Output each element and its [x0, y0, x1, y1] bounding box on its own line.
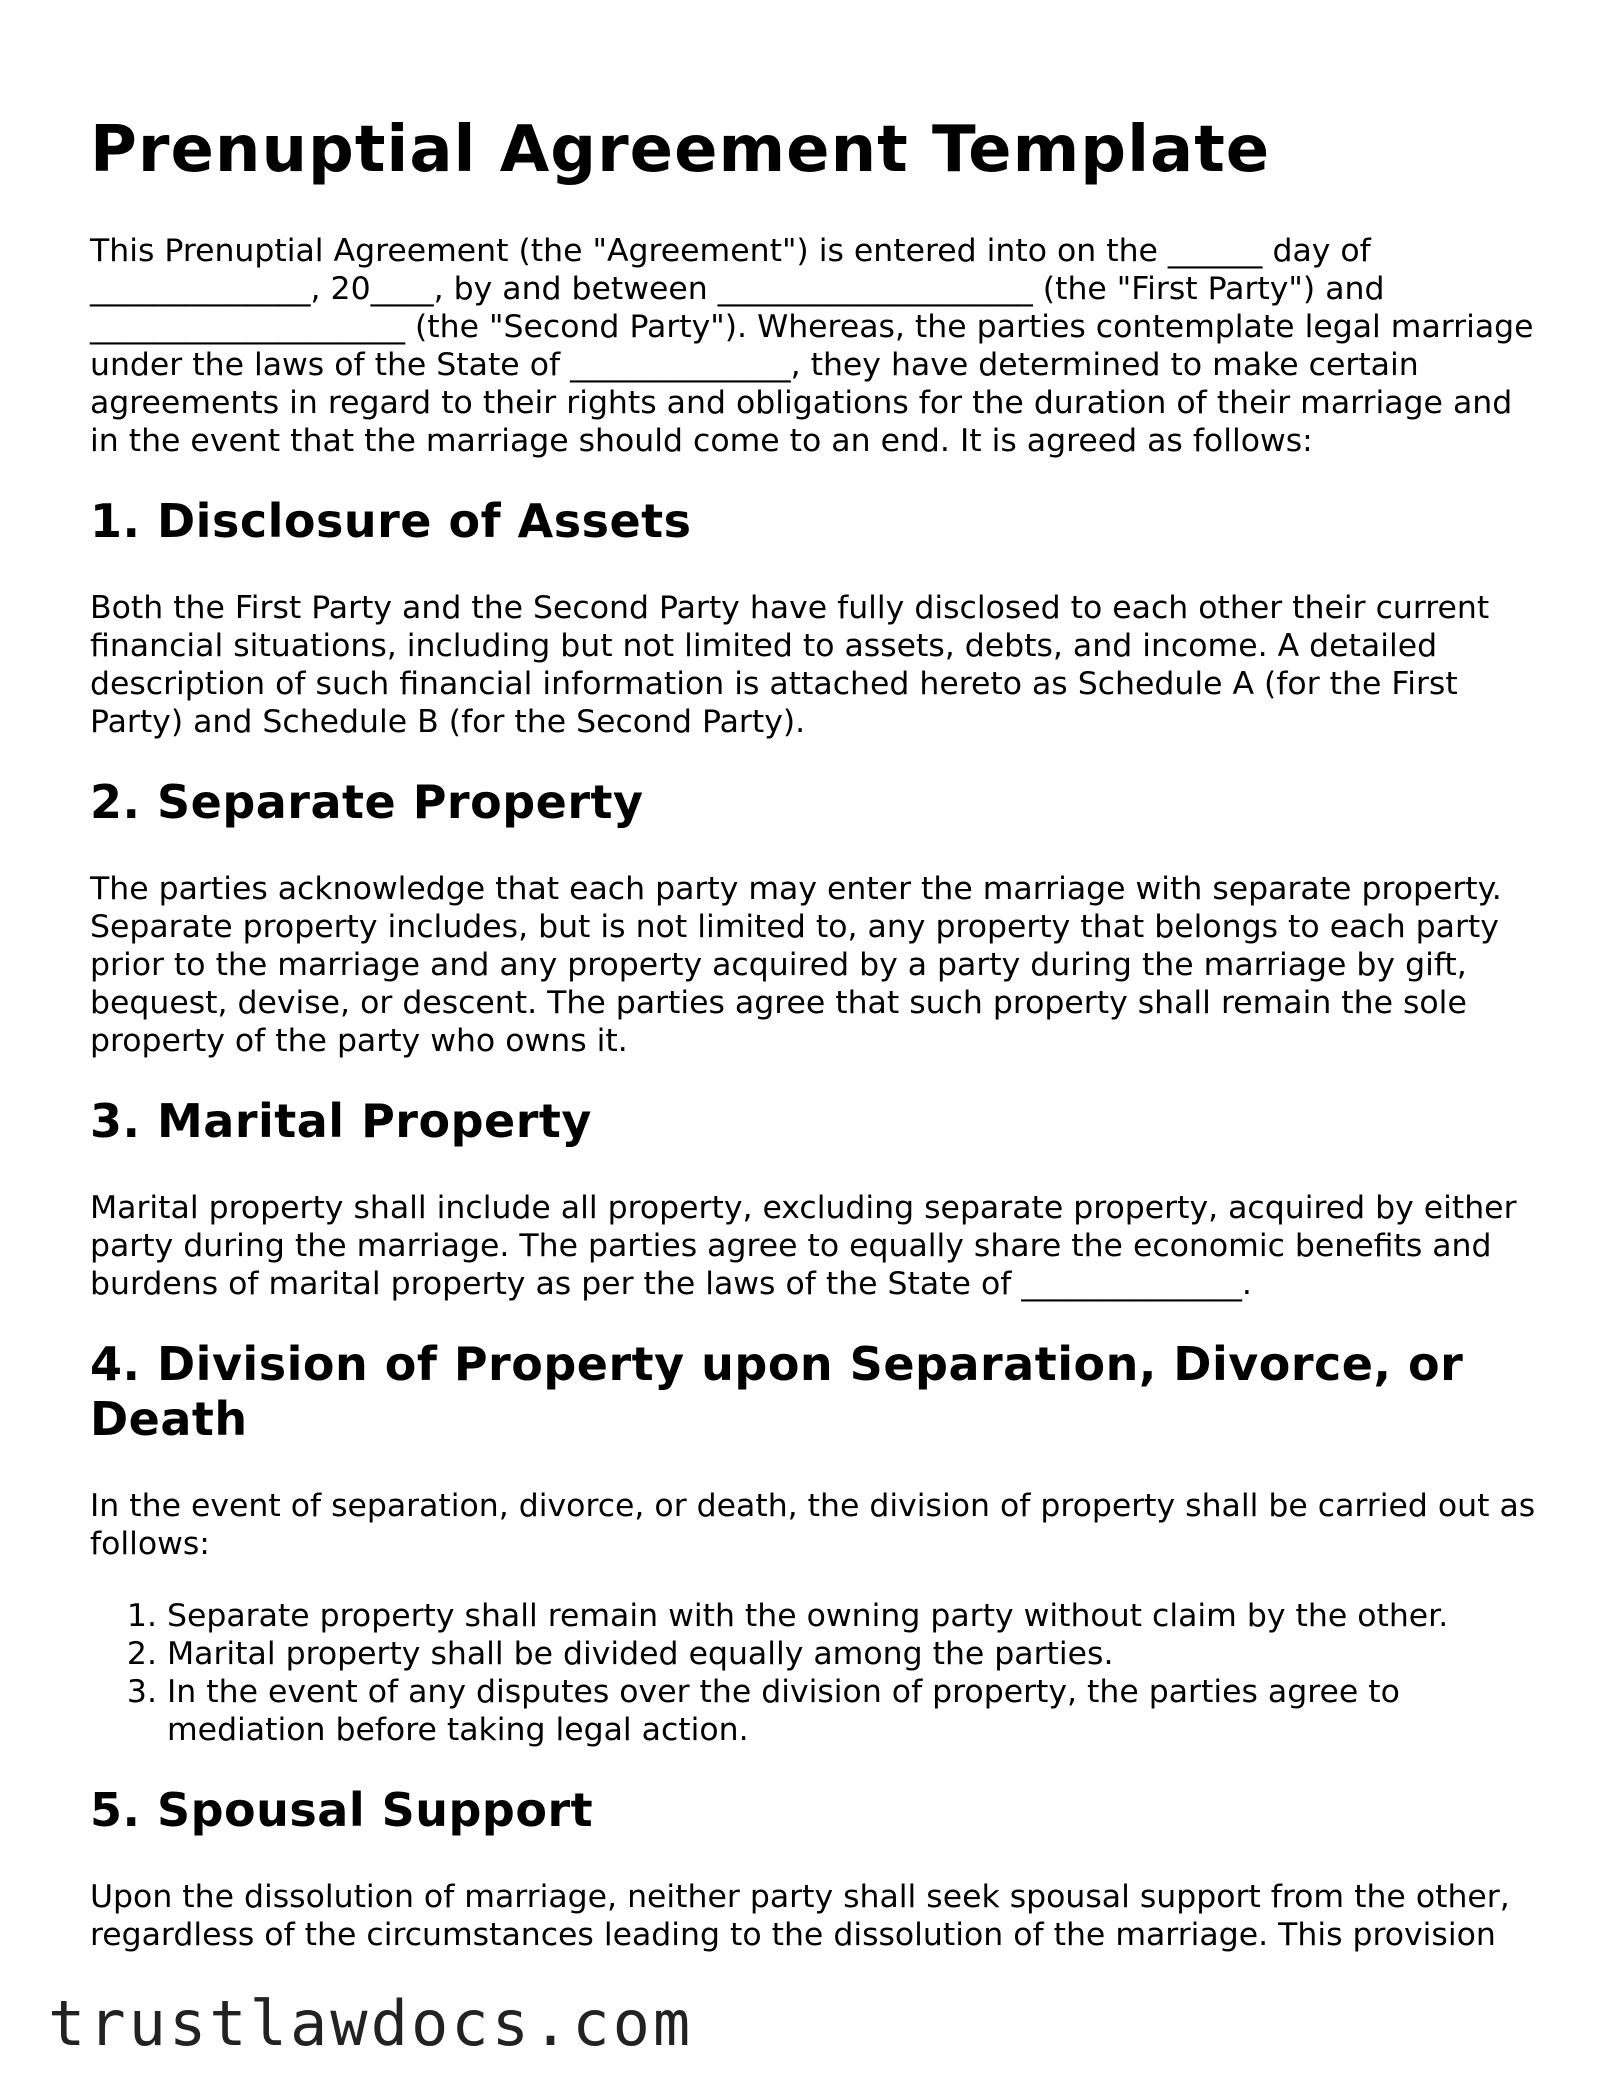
section-body-disclosure: Both the First Party and the Second Party have fully disclosed to each other their current financial situations, including but not limited to assets, debts, and income. A detailed description of such financial information is attached hereto as Schedule A (for the First Party) and Schedule B (for the Second Party). — [90, 590, 1490, 740]
section-heading-division: 4. Division of Property upon Separation, Divorce, or Death — [90, 1337, 1464, 1446]
section-heading-disclosure: 1. Disclosure of Assets — [90, 494, 692, 548]
list-item: 3. In the event of any disputes over the division of property, the parties agree to mediation before taking legal action. — [167, 1673, 1550, 1749]
section-heading-separate-property: 2. Separate Property — [90, 775, 644, 829]
intro-paragraph: This Prenuptial Agreement (the "Agreement") is entered into on the ______ day of ______________, 20____, by and between ____________________ (the "First Party") and ____________________ (the "Second Party"). Whereas, the parties contemplate legal marriage under the laws of the State of ______________, they have determined to make certain agreements in regard to their rights and obligations for the duration of their marriage and in the event that the marriage should come to an end. It is agreed as follows: — [90, 233, 1534, 459]
section-body-spousal-support: Upon the dissolution of marriage, neither party shall seek spousal support from the other, regardless of the circumstances leading to the dissolution of the marriage. This provision — [90, 1879, 1510, 1953]
division-list — [90, 1597, 1550, 1749]
section-body-marital-property: Marital property shall include all property, excluding separate property, acquired by either party during the marriage. The parties agree to equally share the economic benefits and burdens of marital property as per the laws of the State of ______________. — [90, 1190, 1517, 1302]
document-page — [90, 108, 1550, 1988]
section-heading-marital-property: 3. Marital Property — [90, 1094, 592, 1148]
list-item: 2. Marital property shall be divided equally among the parties. — [167, 1635, 1550, 1673]
watermark: trustlawdocs.com — [48, 1987, 694, 2060]
section-body-division: In the event of separation, divorce, or death, the division of property shall be carried out as follows: — [90, 1488, 1536, 1562]
list-item: 1. Separate property shall remain with the owning party without claim by the other. — [167, 1597, 1550, 1635]
section-heading-spousal-support: 5. Spousal Support — [90, 1783, 594, 1837]
section-body-separate-property: The parties acknowledge that each party may enter the marriage with separate property. Separate property includes, but is not limited to, any property that belongs to each party prior to the marriage and any property acquired by a party during the marriage by gift, bequest, devise, or descent. The parties agree that such property shall remain the sole property of the party who owns it. — [90, 871, 1502, 1059]
document-title: Prenuptial Agreement Template — [90, 113, 1271, 187]
